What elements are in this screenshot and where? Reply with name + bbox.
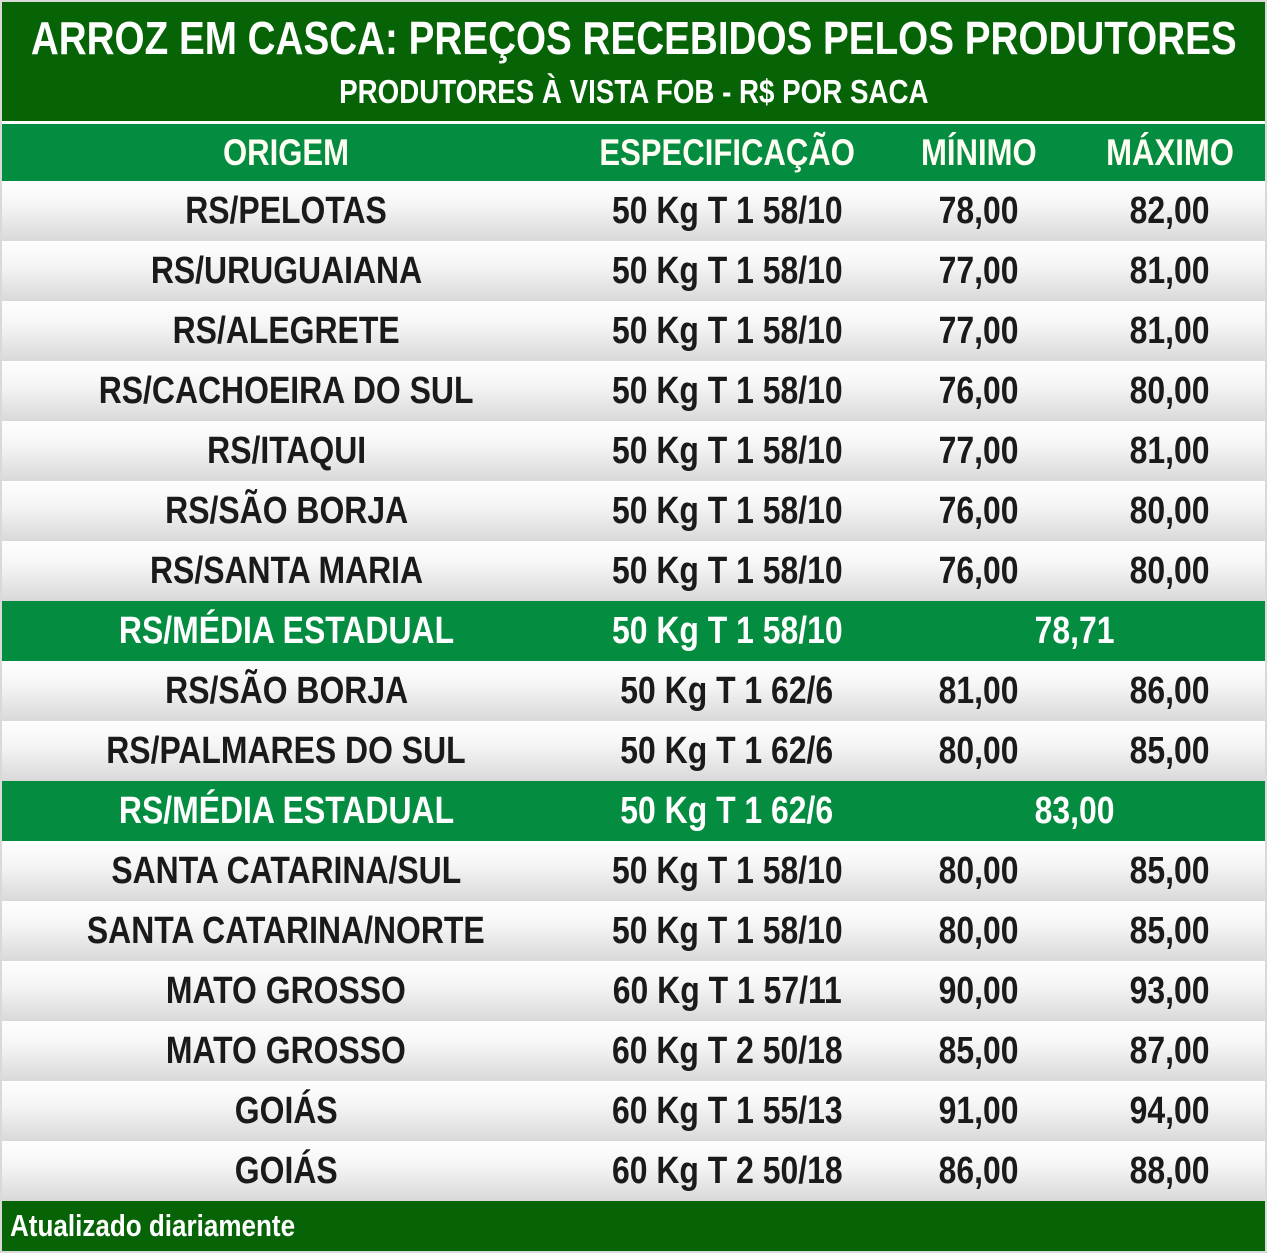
minimo-cell <box>884 910 1075 953</box>
maximo-text: 81,00 <box>1129 249 1210 292</box>
table-row <box>2 421 1265 481</box>
media-value-text: 83,00 <box>1034 789 1115 832</box>
especificacao-cell <box>570 310 883 353</box>
especificacao-cell <box>570 850 883 893</box>
maximo-text: 87,00 <box>1129 1029 1210 1072</box>
maximo-text: 88,00 <box>1129 1149 1210 1192</box>
maximo-text: 80,00 <box>1129 549 1210 592</box>
minimo-cell <box>884 190 1075 233</box>
minimo-text: 78,00 <box>938 189 1019 232</box>
origem-cell <box>2 550 570 593</box>
especificacao-text: 60 Kg T 1 55/13 <box>611 1089 843 1132</box>
origem-text: RS/ITAQUI <box>206 429 366 472</box>
origem-text: SANTA CATARINA/SUL <box>111 849 462 892</box>
origem-text: GOIÁS <box>234 1089 338 1132</box>
column-header-especificacao-text: ESPECIFICAÇÃO <box>599 131 855 173</box>
maximo-cell <box>1074 970 1265 1013</box>
especificacao-text: 50 Kg T 1 58/10 <box>611 909 843 952</box>
table-row <box>2 361 1265 421</box>
especificacao-text: 50 Kg T 1 58/10 <box>611 849 843 892</box>
maximo-cell <box>1074 670 1265 713</box>
especificacao-cell <box>570 730 883 773</box>
media-estadual-row <box>2 781 1265 841</box>
minimo-text: 76,00 <box>938 549 1019 592</box>
origem-cell <box>2 970 570 1013</box>
minimo-cell <box>884 430 1075 473</box>
maximo-cell <box>1074 850 1265 893</box>
table-row <box>2 1021 1265 1081</box>
especificacao-cell <box>570 970 883 1013</box>
page-subtitle <box>283 75 985 108</box>
column-header-minimo-text: MÍNIMO <box>921 131 1037 173</box>
especificacao-text: 50 Kg T 1 58/10 <box>611 609 843 652</box>
table-row <box>2 301 1265 361</box>
origem-cell <box>2 1150 570 1193</box>
table-row <box>2 1141 1265 1201</box>
origem-cell <box>2 670 570 713</box>
maximo-text: 94,00 <box>1129 1089 1210 1132</box>
table-row <box>2 961 1265 1021</box>
page-subtitle-text: PRODUTORES À VISTA FOB - R$ POR SACA <box>338 73 929 110</box>
table-row <box>2 841 1265 901</box>
table-header-row <box>2 124 1265 181</box>
page-title <box>0 12 1267 64</box>
column-header-origem <box>2 132 570 174</box>
especificacao-text: 50 Kg T 1 58/10 <box>611 369 843 412</box>
especificacao-text: 50 Kg T 1 62/6 <box>620 729 834 772</box>
origem-text: SANTA CATARINA/NORTE <box>87 909 486 952</box>
maximo-text: 81,00 <box>1129 429 1210 472</box>
minimo-cell <box>884 1090 1075 1133</box>
especificacao-cell <box>570 610 883 653</box>
maximo-cell <box>1074 1030 1265 1073</box>
minimo-text: 80,00 <box>938 729 1019 772</box>
origem-text: RS/PELOTAS <box>185 189 387 232</box>
maximo-cell <box>1074 310 1265 353</box>
origem-cell <box>2 310 570 353</box>
media-value-cell <box>884 790 1265 833</box>
title-block <box>2 2 1265 121</box>
especificacao-cell <box>570 370 883 413</box>
table-row <box>2 1081 1265 1141</box>
maximo-text: 85,00 <box>1129 909 1210 952</box>
minimo-text: 80,00 <box>938 849 1019 892</box>
maximo-cell <box>1074 490 1265 533</box>
maximo-cell <box>1074 550 1265 593</box>
column-header-origem-text: ORIGEM <box>223 131 350 173</box>
minimo-text: 90,00 <box>938 969 1019 1012</box>
minimo-text: 81,00 <box>938 669 1019 712</box>
table-row <box>2 541 1265 601</box>
minimo-cell <box>884 250 1075 293</box>
origem-text: GOIÁS <box>234 1149 338 1192</box>
maximo-cell <box>1074 190 1265 233</box>
table-row <box>2 241 1265 301</box>
maximo-cell <box>1074 1090 1265 1133</box>
minimo-text: 77,00 <box>938 429 1019 472</box>
table-row <box>2 901 1265 961</box>
minimo-text: 77,00 <box>938 249 1019 292</box>
table-row <box>2 721 1265 781</box>
especificacao-cell <box>570 190 883 233</box>
especificacao-cell <box>570 910 883 953</box>
table-row <box>2 661 1265 721</box>
maximo-cell <box>1074 370 1265 413</box>
minimo-text: 80,00 <box>938 909 1019 952</box>
origem-text: RS/CACHOEIRA DO SUL <box>98 369 474 412</box>
origem-cell <box>2 1030 570 1073</box>
especificacao-cell <box>570 1150 883 1193</box>
footer-bar <box>2 1201 1265 1251</box>
origem-cell <box>2 1090 570 1133</box>
origem-text: RS/ALEGRETE <box>172 309 400 352</box>
maximo-text: 80,00 <box>1129 369 1210 412</box>
especificacao-text: 50 Kg T 1 58/10 <box>611 309 843 352</box>
media-value-cell <box>884 610 1265 653</box>
column-header-maximo-text: MÁXIMO <box>1105 131 1234 173</box>
origem-text: RS/SANTA MARIA <box>149 549 423 592</box>
minimo-cell <box>884 850 1075 893</box>
column-header-minimo <box>884 132 1075 174</box>
minimo-text: 85,00 <box>938 1029 1019 1072</box>
minimo-text: 77,00 <box>938 309 1019 352</box>
page-title-text: ARROZ EM CASCA: PREÇOS RECEBIDOS PELOS PRODUTORES <box>30 12 1237 64</box>
column-header-maximo <box>1074 132 1265 174</box>
origem-text: MATO GROSSO <box>166 1029 407 1072</box>
origem-cell <box>2 850 570 893</box>
especificacao-text: 50 Kg T 1 58/10 <box>611 429 843 472</box>
origem-cell <box>2 730 570 773</box>
especificacao-text: 50 Kg T 1 58/10 <box>611 549 843 592</box>
especificacao-cell <box>570 1090 883 1133</box>
especificacao-text: 50 Kg T 1 58/10 <box>611 189 843 232</box>
maximo-text: 85,00 <box>1129 729 1210 772</box>
maximo-text: 82,00 <box>1129 189 1210 232</box>
origem-text: MATO GROSSO <box>166 969 407 1012</box>
maximo-cell <box>1074 910 1265 953</box>
origem-cell <box>2 370 570 413</box>
origem-text: RS/PALMARES DO SUL <box>106 729 466 772</box>
table-row <box>2 481 1265 541</box>
maximo-text: 85,00 <box>1129 849 1210 892</box>
maximo-cell <box>1074 1150 1265 1193</box>
origem-cell <box>2 790 570 833</box>
maximo-text: 86,00 <box>1129 669 1210 712</box>
especificacao-text: 50 Kg T 1 58/10 <box>611 249 843 292</box>
especificacao-text: 60 Kg T 2 50/18 <box>611 1149 843 1192</box>
minimo-cell <box>884 970 1075 1013</box>
table-row <box>2 181 1265 241</box>
minimo-cell <box>884 670 1075 713</box>
minimo-text: 91,00 <box>938 1089 1019 1132</box>
minimo-text: 76,00 <box>938 369 1019 412</box>
especificacao-cell <box>570 1030 883 1073</box>
column-header-especificacao <box>570 132 883 174</box>
minimo-cell <box>884 370 1075 413</box>
especificacao-cell <box>570 790 883 833</box>
especificacao-cell <box>570 490 883 533</box>
origem-cell <box>2 490 570 533</box>
minimo-cell <box>884 1030 1075 1073</box>
minimo-cell <box>884 1150 1075 1193</box>
minimo-cell <box>884 310 1075 353</box>
minimo-text: 86,00 <box>938 1149 1019 1192</box>
especificacao-text: 50 Kg T 1 62/6 <box>620 789 834 832</box>
origem-text: RS/URUGUAIANA <box>150 249 422 292</box>
especificacao-text: 60 Kg T 1 57/11 <box>612 969 842 1012</box>
origem-cell <box>2 910 570 953</box>
especificacao-cell <box>570 250 883 293</box>
origem-text: RS/MÉDIA ESTADUAL <box>118 609 454 652</box>
especificacao-text: 50 Kg T 1 58/10 <box>611 489 843 532</box>
media-value-text: 78,71 <box>1034 609 1115 652</box>
origem-text: RS/SÃO BORJA <box>164 669 408 712</box>
origem-text: RS/SÃO BORJA <box>164 489 408 532</box>
origem-text: RS/MÉDIA ESTADUAL <box>118 789 454 832</box>
minimo-cell <box>884 490 1075 533</box>
especificacao-text: 50 Kg T 1 62/6 <box>620 669 834 712</box>
maximo-cell <box>1074 730 1265 773</box>
origem-cell <box>2 250 570 293</box>
origem-cell <box>2 190 570 233</box>
maximo-text: 93,00 <box>1129 969 1210 1012</box>
maximo-text: 80,00 <box>1129 489 1210 532</box>
maximo-text: 81,00 <box>1129 309 1210 352</box>
especificacao-cell <box>570 670 883 713</box>
minimo-cell <box>884 730 1075 773</box>
origem-cell <box>2 610 570 653</box>
maximo-cell <box>1074 430 1265 473</box>
media-estadual-row <box>2 601 1265 661</box>
especificacao-cell <box>570 430 883 473</box>
origem-cell <box>2 430 570 473</box>
minimo-text: 76,00 <box>938 489 1019 532</box>
maximo-cell <box>1074 250 1265 293</box>
footer-note: Atualizado diariamente <box>10 1208 296 1243</box>
minimo-cell <box>884 550 1075 593</box>
especificacao-text: 60 Kg T 2 50/18 <box>611 1029 843 1072</box>
especificacao-cell <box>570 550 883 593</box>
